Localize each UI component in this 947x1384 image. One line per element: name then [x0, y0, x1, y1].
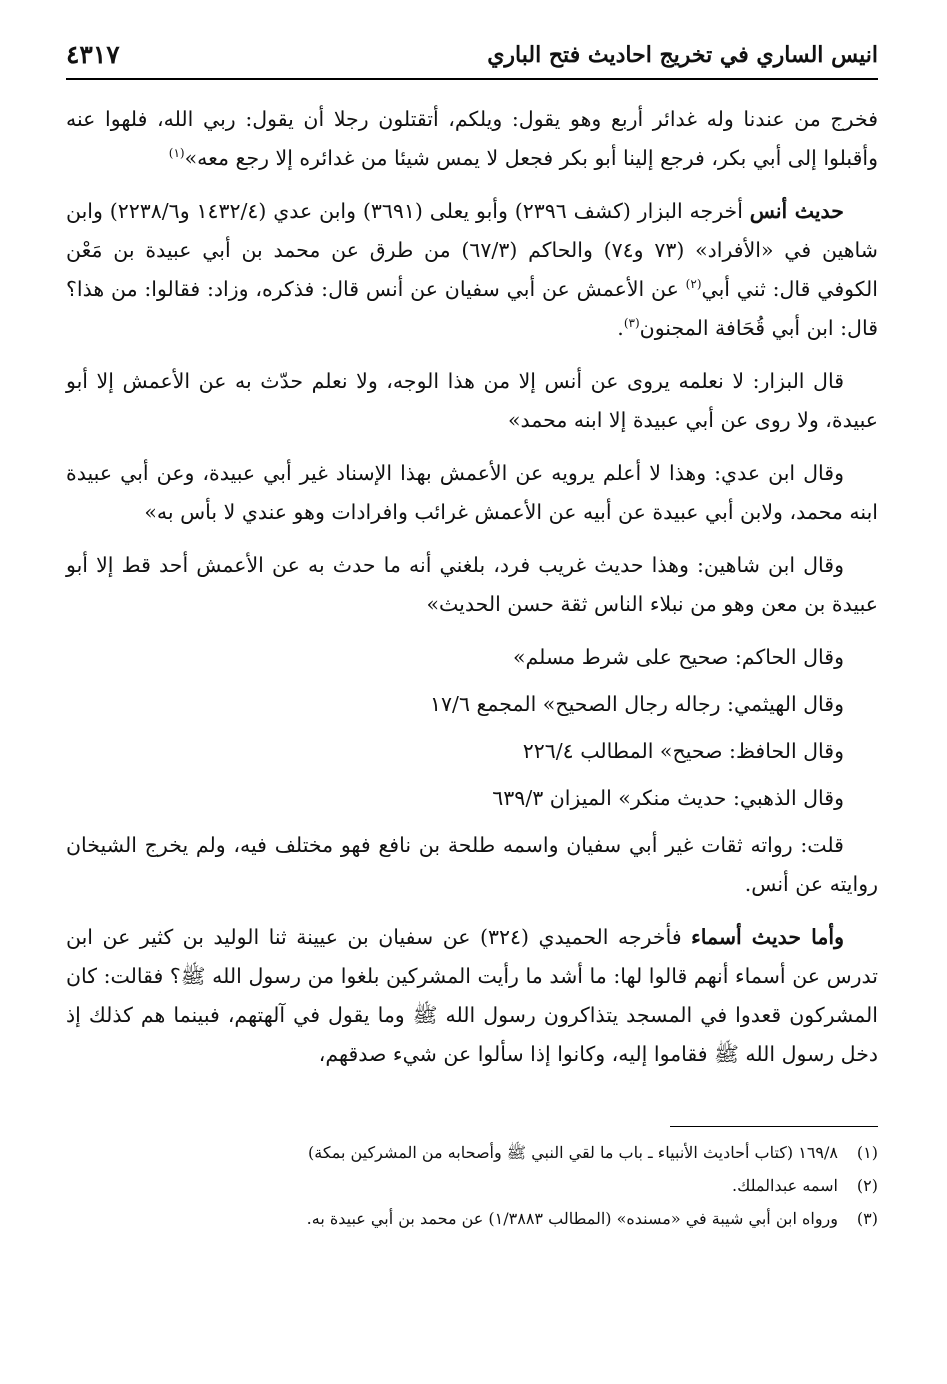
footnote-number: (٣) [856, 1209, 878, 1228]
footnote-ref-3: (٣) [623, 316, 640, 331]
quote-dhahabi: وقال الذهبي: حديث منكر» الميزان ٦٣٩/٣ [492, 786, 844, 810]
paragraph-ibn-adi: وقال ابن عدي: وهذا لا أعلم يرويه عن الأعمش بهذا الإسناد غير أبي عبيدة، وعن أبي عبيدة ابنه محمد، ولابن أبي عبيدة عن أبيه عن الأعمش غرائب وافرادات وهو عندي لا بأس به» [66, 461, 878, 524]
quote-hafiz: وقال الحافظ: صحيح» المطالب ٢٢٦/٤ [522, 739, 844, 763]
footnote-ref-2: (٢) [685, 277, 702, 292]
quote-hakim: وقال الحاكم: صحيح على شرط مسلم» [512, 645, 844, 669]
paragraph-asma-text: فأخرجه الحميدي (٣٢٤) عن سفيان بن عيينة ثنا الوليد بن كثير عن ابن تدرس عن أسماء أنهم قالوا لها: ما أشد ما رأيت المشركين بلغوا من رسول الله ﷺ؟ فقالت: كان المشركون قعدوا في المسجد يتذاكرون رسول الله ﷺ وما يقول في آلهتهم، فبينما هم كذلك إذ دخل رسول الله ﷺ فقاموا إليه، وكانوا إذا سألوا عن شيء صدقهم، [66, 925, 878, 1066]
hadith-anas-heading: حديث أنس [749, 199, 844, 223]
hadith-asma-heading: وأما حديث أسماء [691, 925, 844, 949]
paragraph-anas-text-b: عن الأعمش عن أبي سفيان عن أنس قال: فذكره، وزاد: فقالوا: من هذا؟ قال: ابن أبي قُحَافة المجنون [66, 277, 878, 340]
page-number: ٤٣١٧ [66, 40, 120, 69]
book-title: انيس الساري في تخريج احاديث فتح الباري [487, 42, 878, 68]
paragraph-1 [66, 100, 878, 178]
paragraph-ibn-shahin: وقال ابن شاهين: وهذا حديث غريب فرد، بلغني أنه ما حدث به عن الأعمش أحد قط إلا أبو عبيدة بن معن وهو من نبلاء الناس ثقة حسن الحديث» [66, 553, 878, 616]
paragraph-asma [66, 918, 878, 1074]
footnote-text: ورواه ابن أبي شيبة في «مسنده» (المطالب ١/٣٨٨٣) عن محمد بن أبي عبيدة به. [306, 1209, 838, 1228]
paragraph-anas-text-a: أخرجه البزار (كشف ٢٣٩٦) وأبو يعلى (٣٦٩١) وابن عدي (١٤٣٢/٤ و٢٢٣٨/٦) وابن شاهين في «الأفراد» (٧٣ و٧٤) والحاكم (٦٧/٣) من طرق عن محمد بن أبي عبيدة بن مَعْن الكوفي قال: ثني أبي [66, 199, 878, 301]
running-header [66, 38, 878, 80]
footnote-number: (١) [856, 1143, 878, 1162]
paragraph-qultu: قلت: رواته ثقات غير أبي سفيان واسمه طلحة بن نافع فهو مختلف فيه، ولم يخرج الشيخان روايته عن أنس. [66, 833, 878, 896]
paragraph-anas: حديث أنس أخرجه البزار (كشف ٢٣٩٦) وأبو يعلى (٣٦٩١) وابن عدي (١٤٣٢/٤ و٢٢٣٨/٦) وابن شاهين في «الأفراد» (٧٣ و٧٤) والحاكم (٦٧/٣) من طرق عن محمد بن أبي عبيدة بن مَعْن الكوفي قال: ثني أبي$^{(٢)}$ عن الأعمش عن أبي سفيان عن أنس قال: فذكره، وزاد: فقالوا: من هذا؟ قال: ابن أبي قُحَافة المجنون$^{(٣)}$. [66, 199, 878, 340]
footnote-3 [66, 1205, 878, 1232]
paragraph-1-text: فخرج من عندنا وله غدائر أربع وهو يقول: ويلكم، أتقتلون رجلا أن يقول: ربي الله، فلهوا عنه وأقبلوا إلى أبي بكر، فرجع إلينا أبو بكر فجعل لا يمس شيئا من غدائره إلا رجع معه» [66, 107, 878, 170]
footnotes [66, 1139, 878, 1232]
paragraph-bazzar: قال البزار: لا نعلمه يروى عن أنس إلا من هذا الوجه، ولا نعلم حدّث به عن الأعمش إلا أبو عبيدة، ولا روى عن أبي عبيدة إلا ابنه محمد» [66, 369, 878, 432]
footnote-1 [66, 1139, 878, 1166]
footnote-2 [66, 1172, 878, 1199]
main-text [66, 100, 878, 1074]
footnote-text: ١٦٩/٨ (كتاب أحاديث الأنبياء ـ باب ما لقي النبي ﷺ وأصحابه من المشركين بمكة) [308, 1143, 838, 1162]
footnote-ref-1: (١) [168, 146, 185, 161]
page [66, 38, 878, 1238]
footnote-number: (٢) [856, 1176, 878, 1195]
quote-haythami: وقال الهيثمي: رجاله رجال الصحيح» المجمع ١٧/٦ [430, 692, 844, 716]
footnote-separator [670, 1126, 878, 1127]
footnote-text: اسمه عبدالملك. [732, 1176, 838, 1195]
